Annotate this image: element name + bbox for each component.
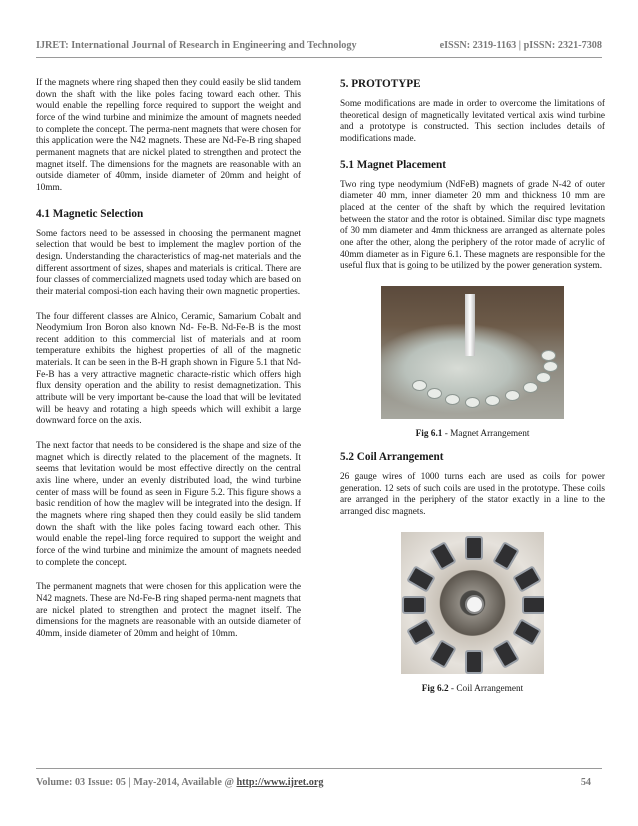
journal-title: IJRET: International Journal of Research in Engineering and Technology (36, 40, 357, 51)
paragraph: If the magnets where ring shaped then they could easily be slid tandem down the shaft with the like poles facing toward each other. This would enable the repelling force required to support the weight and force of the wind turbine and minimize the amount of magnets needed to complete the concept. The perma-nent magnets that were chosen for this application were the N42 magnets. These are Nd-Fe-B ring shaped permanent magnets that are nickel plated to strengthen and protect the magnet itself. The dimensions for the magnets are reasonable with an outside diameter of 40mm, inside diameter of 20mm and height of 10mm. (36, 78, 301, 193)
header-rule (36, 57, 602, 58)
disc-magnet (485, 395, 500, 406)
hub (465, 595, 484, 614)
paragraph: 26 gauge wires of 1000 turns each are used as coils for power generation. 12 sets of such coils are used in the prototype. These coils are arranged in the periphery of the stator exactly in a line to the arranged disc magnets. (340, 471, 605, 517)
disc-magnet (536, 372, 551, 383)
disc-magnet (465, 397, 480, 408)
disc-magnet (523, 382, 538, 393)
section-heading-5-1: 5.1 Magnet Placement (340, 158, 446, 171)
figure-caption (340, 684, 605, 694)
right-column (340, 78, 605, 694)
figure-caption-text: - Coil Arrangement (448, 683, 524, 694)
journal-link[interactable]: http://www.ijret.org (236, 777, 324, 788)
disc-magnet (412, 380, 427, 391)
disc-magnet (505, 390, 520, 401)
page-number: 54 (580, 777, 591, 788)
paragraph: The four different classes are Alnico, Ceramic, Samarium Cobalt and Neodymium Iron Boron also known Nd- Fe-B. Nd-Fe-B is the most recent addition to this commercial list of materials and at room temperature exhibits the highest properties of all of the magnetic materials. It can be seen in the B-H graph shown in Figure 5.1 that Nd-Fe-B has a very attractive magnetic characte-ristic which offers high flux density operation and the ability to resist demagnetization. This attribute will be very important be-cause the load that will be levitated will be heavy and rotating a high speeds which will exhibit a large downward force on the axis. (36, 311, 301, 427)
coil (429, 639, 457, 669)
coil (465, 536, 483, 560)
coil (406, 565, 436, 593)
paragraph: Two ring type neodymium (NdFeB) magnets of grade N-42 of outer diameter 40 mm, inner diameter 20 mm and thickness 10 mm are placed at the center of the shaft by which the required levitation between the stator and the rotor is obtained. Similar disc type magnets of 30 mm diameter and 4mm thickness are arranged as alternate poles one after the other, along the periphery of the rotor made of acrylic of 40mm diameter as in Figure 6.1. These magnets are responsible for the useful flux that is going to be utilized by the power generation system. (340, 179, 605, 272)
paragraph: The next factor that needs to be considered is the shape and size of the magnet which is directly related to the placement of the magnets. It seems that levitation would be most effective directly on the central axis line where, under an evenly distributed load, the wind turbine center of mass will be found as seen in Figure 5.2. This figure shows a basic rendition of how the maglev will be integrated into the design. If the magnets where ring shaped then they could easily be slid tandem down the shaft with the like poles facing toward each other. This would enable the repel-ling force required to support the weight and force of the wind turbine and minimize the amount of magnets needed to complete the concept. (36, 441, 301, 568)
figure-label: Fig 6.1 (415, 428, 443, 439)
disc-magnet (543, 361, 558, 372)
disc-magnet (427, 388, 442, 399)
paragraph: The permanent magnets that were chosen for this application were the N42 magnets. These are Nd-Fe-B ring shaped perma-nent magnets that are nickel plated to strengthen and protect the magnet itself. The dimensions for the magnets are reasonable with an outside diameter of 40mm, inside diameter of 20mm and height of 10mm. (36, 582, 301, 639)
coil-arrangement-photo (401, 532, 544, 674)
magnet-arrangement-photo (381, 286, 564, 419)
coil (512, 618, 542, 646)
paragraph: Some modifications are made in order to overcome the limitations of theoretical design of magnetically levitated vertical axis wind turbine and a prototype is constructed. This section includes details of modifications made. (340, 99, 605, 144)
coil (522, 596, 544, 614)
section-heading-5: 5. PROTOTYPE (340, 78, 421, 90)
footer-rule (36, 768, 602, 769)
volume-text: Volume: 03 Issue: 05 | May-2014, Available @ (36, 777, 237, 788)
coil (402, 596, 426, 614)
coil (406, 618, 436, 646)
figure-6-2 (340, 532, 605, 694)
disc-magnet (445, 394, 460, 405)
left-column (36, 78, 301, 654)
coil (465, 650, 483, 674)
coil (492, 541, 520, 571)
coil (429, 541, 457, 571)
section-heading-4-1: 4.1 Magnetic Selection (36, 207, 144, 220)
shaft (465, 294, 475, 356)
coil (512, 565, 542, 593)
paragraph: Some factors need to be assessed in choosing the permanent magnet selection that would be best to implement the maglev portion of the design. Understanding the characteristics of mag-net materials and the different assortment of sizes, shapes and materials is critical. There are four classes of commercialized magnets used today which are based on their material composi-tion each having their own magnetic properties. (36, 228, 301, 297)
figure-caption-text: - Magnet Arrangement (442, 428, 530, 439)
figure-6-1 (340, 286, 605, 439)
issn: eISSN: 2319-1163 | pISSN: 2321-7308 (439, 40, 602, 51)
coil (492, 639, 520, 669)
disc-magnet (541, 350, 556, 361)
figure-label: Fig 6.2 (421, 683, 449, 694)
figure-caption (340, 429, 605, 439)
section-heading-5-2: 5.2 Coil Arrangement (340, 450, 444, 463)
volume-info (36, 777, 323, 788)
